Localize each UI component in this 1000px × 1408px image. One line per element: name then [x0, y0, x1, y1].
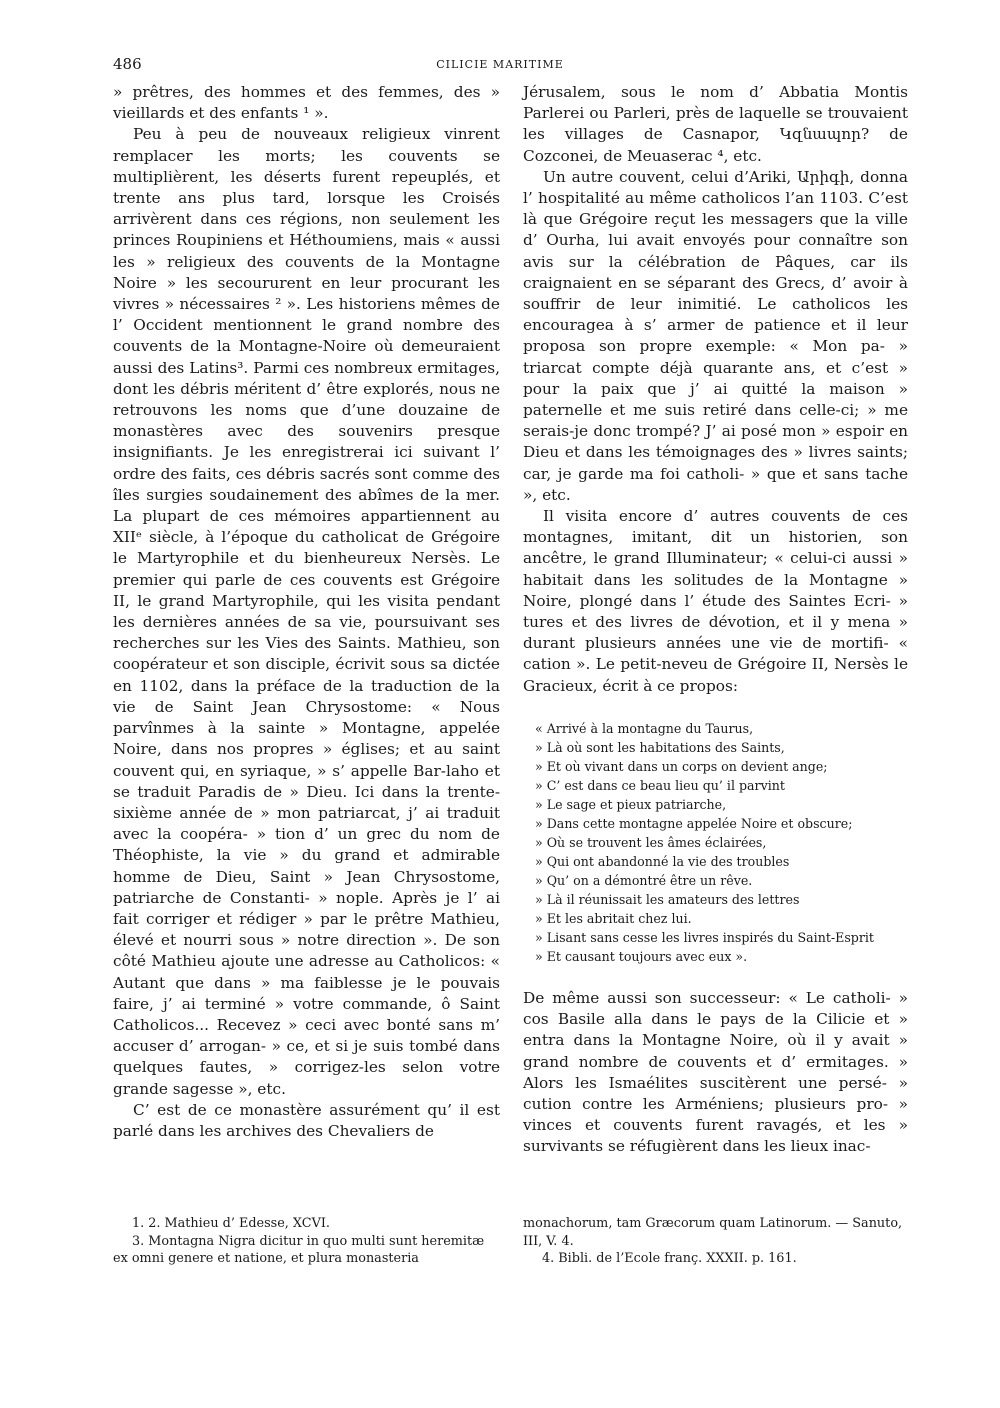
footnote: 3. Montagna Nigra dicitur in quo multi sunt heremitæ ex omni genere et natione, et plura monasteria — [113, 1233, 485, 1266]
right-paragraph-1: Jérusalem, sous le nom d’ Abbatia Montis Parlerei ou Parleri, près de laquelle se trouvaient les villages de Casnapor, Կզնապոր? de Cozconei, de Meuaserac ⁴, etc. — [523, 83, 908, 165]
poem-line: » Et les abritait chez lui. — [535, 910, 692, 926]
poem-line: » Là où sont les habitations des Saints, — [535, 739, 785, 755]
poem-line: « Arrivé à la montagne du Taurus, — [535, 720, 754, 736]
poem-line: » Qu’ on a démontré être un rêve. — [535, 872, 753, 888]
left-column — [113, 82, 500, 1142]
footnote: 1. 2. Mathieu d’ Edesse, XCVI. — [132, 1216, 330, 1231]
right-paragraph-2: Un autre couvent, celui d’Ariki, Արիգի, donna l’ hospitalité au même catholicos l’an 1103. C’est là que Grégoire reçut les messagers que la ville d’ Ourha, lui avait envoyés pour connaître son avis sur la célébration de Pâques, car ils craignaient en se séparant des Grecs, d’ avoir à souffrir de leur inimitié. Le catholicos les encouragea à s’ armer de patience et il leur proposa son propre exemple: « Mon pa- » triarcat compte déjà quarante ans, et c’est » pour la paix que j’ ai quitté la maison » paternelle et me suis retiré dans celle-ci; » me serais-je donc trompé? J’ ai posé mon » espoir en Dieu et dans les témoignages des » livres saints; car, je garde ma foi catholi- » que et sans tache », etc. — [523, 167, 908, 504]
poem-line: » Qui ont abandonné la vie des troubles — [535, 853, 790, 869]
poem-block — [535, 719, 908, 966]
footnote: monachorum, tam Græcorum quam Latinorum. — Sanuto, III, V. 4. — [523, 1216, 903, 1249]
poem-line: » Où se trouvent les âmes éclairées, — [535, 834, 767, 850]
footnotes-right — [523, 1215, 908, 1268]
right-paragraph-4: De même aussi son successeur: « Le catholi- » cos Basile alla dans le pays de la Cilicie et » entra dans la Montagne Noire, où il y avait » grand nombre de couvents et d’ ermitages. » Alors les Ismaélites suscitèrent une persé- » cution contre les Arméniens; plusieurs pro- » vinces et couvents furent ravagés, et les » survivants se réfugièrent dans les lieux inac- — [523, 988, 908, 1156]
poem-line: » Et où vivant dans un corps on devient ange; — [535, 758, 828, 774]
left-paragraph-1: » prêtres, des hommes et des femmes, des » vieillards et des enfants ¹ ». — [113, 83, 500, 123]
page-number: 486 — [113, 55, 142, 73]
poem-line: » Là il réunissait les amateurs des lettres — [535, 891, 800, 907]
poem-line: » Et causant toujours avec eux ». — [535, 948, 748, 964]
left-paragraph-2: Peu à peu de nouveaux religieux vinrent remplacer les morts; les couvents se multiplièrent, les déserts furent repeuplés, et trente ans plus tard, lorsque les Croisés arrivèrent dans ces régions, non seulement les princes Roupiniens et Héthoumiens, mais « aussi les » religieux des couvents de la Montagne Noire » les secoururent en leur procurant les vivres » nécessaires ² ». Les historiens mêmes de l’ Occident mentionnent le grand nombre des couvents de la Montagne-Noire où demeuraient aussi des Latins³. Parmi ces nombreux ermitages, dont les débris méritent d’ être explorés, nous ne retrouvons les noms que d’une douzaine de monastères avec des souvenirs presque insignifiants. Je les enregistrerai ici suivant l’ ordre des faits, ces débris sacrés sont comme des îles surgies soudainement des abîmes de la mer. La plupart de ces mémoires appartiennent au XIIᵉ siècle, à l’époque du catholicat de Grégoire le Martyrophile et du bienheureux Nersès. Le premier qui parle de ces couvents est Grégoire II, le grand Martyrophile, qui les visita pendant les dernières années de sa vie, poursuivant ses recherches sur les Vies des Saints. Mathieu, son coopérateur et son disciple, écrivit sous sa dictée en 1102, dans la préface de la traduction de la vie de Saint Jean Chrysostome: « Nous parvînmes à la sainte » Montagne, appelée Noire, dans nos propres » églises; et au saint couvent qui, en syriaque, » s’ appelle Bar-laho et se traduit Paradis de » Dieu. Ici dans la trente-sixième année de » mon patriarcat, j’ ai traduit avec la coopéra- » tion d’ un grec du nom de Théophiste, la vie » du grand et admirable homme de Dieu, Saint » Jean Chrysostome, patriarche de Constanti- » nople. Après je l’ ai fait corriger et rédiger » par le prêtre Mathieu, élevé et nourri sous » notre direction ». De son côté Mathieu ajoute une adresse au Catholicos: « Autant que dans » ma faiblesse je le pouvais faire, j’ ai terminé » votre commande, ô Saint Catholicos... Recevez » ceci avec bonté sans m’ accuser d’ arrogan- » ce, et si je suis tombé dans quelques fautes, » corrigez-les selon votre grande sagesse », etc. — [113, 125, 500, 1098]
poem-line: » Lisant sans cesse les livres inspirés du Saint-Esprit — [535, 929, 874, 945]
right-paragraph-3: Il visita encore d’ autres couvents de ces montagnes, imitant, dit un historien, son ancêtre, le grand Illuminateur; « celui-ci aussi » habitait dans les solitudes de la Montagne » Noire, plongé dans l’ étude des Saintes Ecri- » tures et des livres de dévotion, et il y mena » durant plusieurs années une vie de mortifi- « cation ». Le petit-neveu de Grégoire II, Nersès le Gracieux, écrit à ce propos: — [523, 507, 908, 695]
poem-line: » Dans cette montagne appelée Noire et obscure; — [535, 815, 853, 831]
poem-line: » C’ est dans ce beau lieu qu’ il parvint — [535, 777, 785, 793]
footnotes-left — [113, 1215, 503, 1268]
left-paragraph-3: C’ est de ce monastère assurément qu’ il est parlé dans les archives des Chevaliers de — [113, 1100, 500, 1140]
footnote: 4. Bibli. de l’Ecole franç. XXXII. p. 161. — [542, 1251, 797, 1266]
running-title: CILICIE MARITIME — [436, 58, 564, 71]
right-column — [523, 82, 908, 1158]
poem-line: » Le sage et pieux patriarche, — [535, 796, 727, 812]
